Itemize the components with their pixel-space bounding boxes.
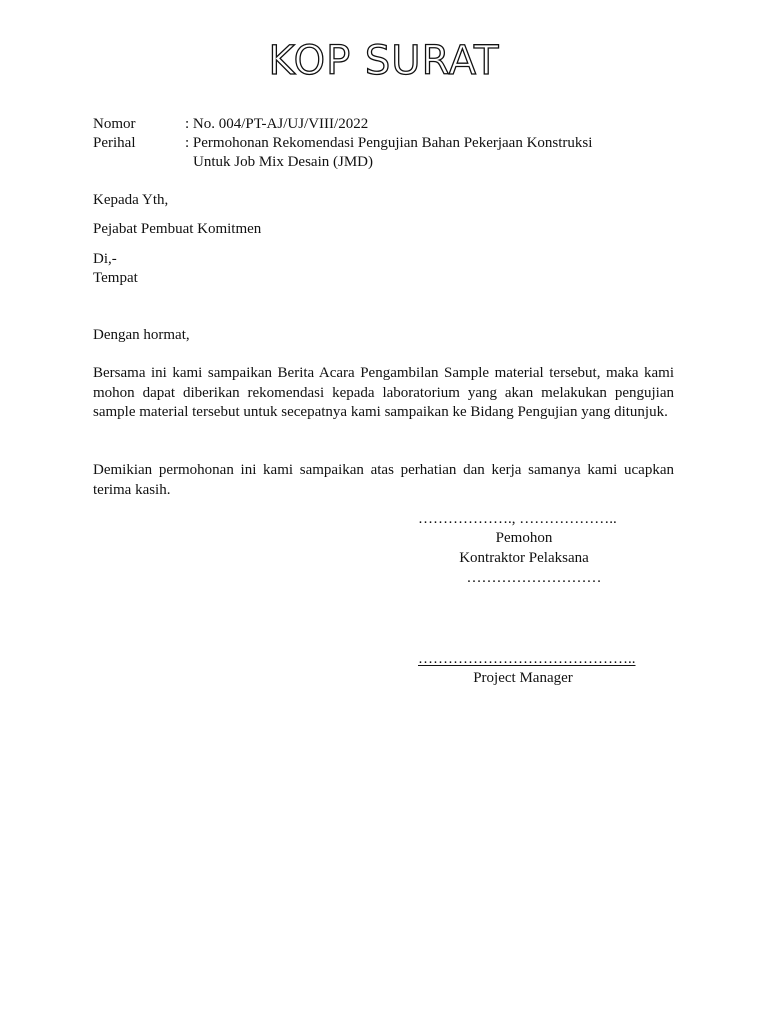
greeting: Dengan hormat, [93,327,190,343]
nomor-value: : No. 004/PT-AJ/UJ/VIII/2022 [185,116,369,132]
recipient-place: Tempat [93,270,138,286]
signature-role: Pemohon [495,530,553,546]
letterhead-title: KOP SURAT [268,38,500,84]
perihal-value-line1: : Permohonan Rekomendasi Pengujian Bahan Pekerjaan Konstruksi [185,135,593,151]
recipient-name: Pejabat Pembuat Komitmen [93,221,262,237]
body-paragraph-2: Demikian permohonan ini kami sampaikan atas perhatian dan kerja samanya kami ucapkan terima kasih. [93,462,674,498]
perihal-value-line2: Untuk Job Mix Desain (JMD) [193,154,373,170]
signature-name-line: …………………………………….. [418,651,636,667]
signature-title: Project Manager [473,670,573,686]
perihal-label: Perihal [93,135,136,151]
signature-place-date: ………………., ……………….. [418,511,617,527]
nomor-label: Nomor [93,116,136,132]
signature-company: Kontraktor Pelaksana [459,550,589,566]
body-paragraph-1: Bersama ini kami sampaikan Berita Acara Pengambilan Sample material tersebut, maka kami mohon dapat diberikan rekomendasi kepada laboratorium yang akan melakukan pengujian sample material tersebut untuk secepatnya kami sampaikan ke Bidang Pengujian yang ditunjuk. [93,365,674,420]
recipient-di: Di,- [93,251,117,267]
signature-company-name: ……………………… [466,570,602,586]
recipient-salutation: Kepada Yth, [93,192,169,208]
